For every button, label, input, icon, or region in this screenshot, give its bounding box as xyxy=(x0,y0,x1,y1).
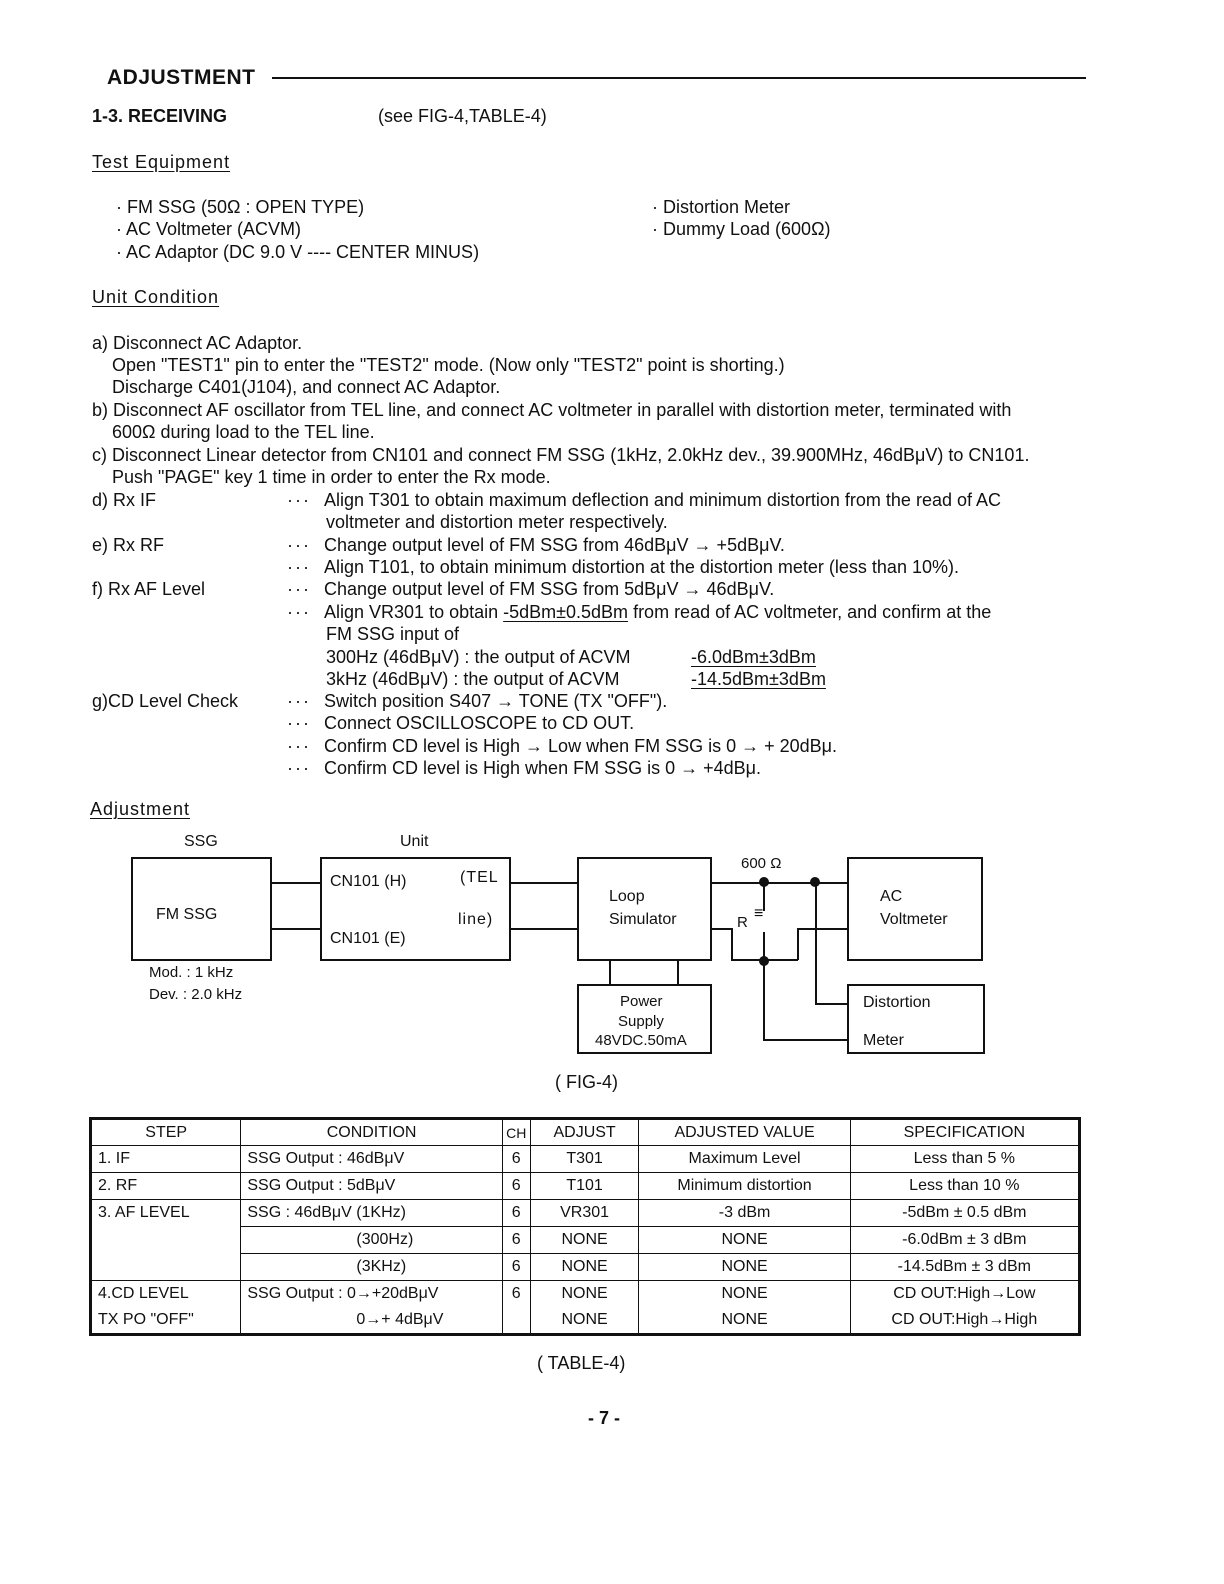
cell-adjust: T301 xyxy=(530,1146,639,1173)
leader-dots: ··· xyxy=(287,602,311,622)
step-f-300hz-label: 300Hz (46dBμV) : the output of ACVM xyxy=(326,647,631,667)
unit-label: Unit xyxy=(400,833,429,850)
distortion-label: Distortion xyxy=(863,994,931,1011)
section-title: 1-3. RECEIVING xyxy=(92,106,228,126)
table-row xyxy=(91,1281,1080,1308)
cell-specification: -5dBm ± 0.5 dBm xyxy=(850,1200,1079,1227)
page-number: - 7 - xyxy=(588,1408,621,1428)
wire xyxy=(712,928,732,930)
leader-dots: ··· xyxy=(287,713,311,733)
cell-adjust: VR301 xyxy=(530,1200,639,1227)
wire xyxy=(677,961,679,985)
step-d-label: d) Rx IF xyxy=(92,490,157,510)
equipment-item: · AC Adaptor (DC 9.0 V ---- CENTER MINUS) xyxy=(116,242,480,262)
step-f-target-value: -5dBm±0.5dBm xyxy=(503,602,629,622)
wire xyxy=(272,882,321,884)
condition-c-line: c) Disconnect Linear detector from CN101 and connect FM SSG (1kHz, 2.0kHz dev., 39.900MHz, 46dBμV) to CN101. xyxy=(92,445,1030,465)
cell-ch: 6 xyxy=(502,1200,530,1227)
table-row xyxy=(91,1254,1080,1281)
cell-adjusted-value: NONE xyxy=(639,1227,850,1254)
wire xyxy=(797,928,799,960)
step-g-text: Switch position S407 → TONE (TX "OFF"). xyxy=(324,691,668,711)
cell-adjust: NONE xyxy=(530,1308,639,1335)
wire xyxy=(511,928,578,930)
step-f-300hz-value: -6.0dBm±3dBm xyxy=(691,647,816,667)
cell-specification: CD OUT:High→High xyxy=(850,1308,1079,1335)
cell-condition: SSG : 46dBμV (1KHz) xyxy=(241,1200,502,1227)
equipment-item: · AC Voltmeter (ACVM) xyxy=(116,219,302,239)
step-e-label: e) Rx RF xyxy=(92,535,164,555)
wire xyxy=(763,883,765,911)
cell-specification: CD OUT:High→Low xyxy=(850,1281,1079,1308)
step-f-3khz-value: -14.5dBm±3dBm xyxy=(691,669,826,689)
step-f-text-post: from read of AC voltmeter, and confirm at the xyxy=(628,602,992,622)
step-d-text: Align T301 to obtain maximum deflection and minimum distortion from the read of AC xyxy=(324,490,1001,510)
ac-label: AC xyxy=(880,888,903,905)
cell-ch: 6 xyxy=(502,1173,530,1200)
cn101-h-label: CN101 (H) xyxy=(330,873,407,890)
test-equipment-heading: Test Equipment xyxy=(92,152,231,172)
cell-adjusted-value: Minimum distortion xyxy=(639,1173,850,1200)
ssg-label: SSG xyxy=(184,833,218,850)
leader-dots: ··· xyxy=(287,490,311,510)
meter-label: Meter xyxy=(863,1032,904,1049)
leader-dots: ··· xyxy=(287,535,311,555)
header-ch: CH xyxy=(502,1119,530,1146)
cell-step: 2. RF xyxy=(91,1173,241,1200)
leader-dots: ··· xyxy=(287,736,311,756)
cell-step: 1. IF xyxy=(91,1146,241,1173)
condition-a-line: Discharge C401(J104), and connect AC Adaptor. xyxy=(112,377,501,397)
cell-condition: SSG Output : 5dBμV xyxy=(241,1173,502,1200)
header-step: STEP xyxy=(91,1119,241,1146)
table-row xyxy=(91,1146,1080,1173)
wire xyxy=(815,1003,848,1005)
table-row xyxy=(91,1173,1080,1200)
line-label: line) xyxy=(458,911,494,928)
resistor-icon: ≡ xyxy=(754,905,764,922)
wire xyxy=(511,882,578,884)
step-f-label: f) Rx AF Level xyxy=(92,579,206,599)
fm-ssg-label: FM SSG xyxy=(156,906,218,923)
step-g-text: Confirm CD level is High when FM SSG is 0 → +4dBμ. xyxy=(324,758,762,778)
step-f-text xyxy=(324,602,991,623)
step-f-text: FM SSG input of xyxy=(326,624,460,644)
header-specification: SPECIFICATION xyxy=(850,1119,1079,1146)
cell-ch: 6 xyxy=(502,1227,530,1254)
step-d-text: voltmeter and distortion meter respectively. xyxy=(326,512,668,532)
leader-dots: ··· xyxy=(287,579,311,599)
step-f-text-pre: Align VR301 to obtain xyxy=(324,602,504,622)
leader-dots: ··· xyxy=(287,691,311,711)
wire xyxy=(272,928,321,930)
cell-step: 3. AF LEVEL xyxy=(91,1200,241,1227)
step-g-text: Connect OSCILLOSCOPE to CD OUT. xyxy=(324,713,635,733)
cell-adjusted-value: NONE xyxy=(639,1254,850,1281)
wire xyxy=(712,882,848,884)
dev-spec: Dev. : 2.0 kHz xyxy=(149,986,243,1003)
figure-caption: ( FIG-4) xyxy=(555,1072,618,1092)
voltmeter-label: Voltmeter xyxy=(880,911,948,928)
cell-condition: 0→+ 4dBμV xyxy=(241,1308,502,1335)
adjustment-table xyxy=(89,1117,1081,1336)
simulator-label: Simulator xyxy=(609,911,677,928)
adjustment-heading: Adjustment xyxy=(90,799,191,819)
step-e-text: Align T101, to obtain minimum distortion at the distortion meter (less than 10%). xyxy=(324,557,959,577)
equipment-item: · FM SSG (50Ω : OPEN TYPE) xyxy=(116,197,365,217)
cell-ch: 6 xyxy=(502,1281,530,1308)
cell-adjust: NONE xyxy=(530,1281,639,1308)
page-title: ADJUSTMENT xyxy=(107,66,256,89)
section-reference: (see FIG-4,TABLE-4) xyxy=(378,106,547,126)
cell-adjusted-value: NONE xyxy=(639,1281,850,1308)
step-g-text: Confirm CD level is High → Low when FM SSG is 0 → + 20dBμ. xyxy=(324,736,838,756)
leader-dots: ··· xyxy=(287,557,311,577)
loop-label: Loop xyxy=(609,888,645,905)
title-rule xyxy=(272,77,1086,79)
step-f-text: Change output level of FM SSG from 5dBμV → 46dBμV. xyxy=(324,579,775,599)
cell-adjusted-value: NONE xyxy=(639,1308,850,1335)
loop-simulator-box xyxy=(577,857,712,961)
power-rating-label: 48VDC.50mA xyxy=(595,1032,687,1049)
cell-ch: 6 xyxy=(502,1254,530,1281)
cell-specification: Less than 10 % xyxy=(850,1173,1079,1200)
wire xyxy=(609,961,611,985)
equipment-item: · Distortion Meter xyxy=(652,197,791,217)
cell-step: 4.CD LEVEL xyxy=(91,1281,241,1308)
step-g-label: g)CD Level Check xyxy=(92,691,239,711)
cell-ch xyxy=(502,1308,530,1335)
cn101-e-label: CN101 (E) xyxy=(330,930,406,947)
cell-condition: (300Hz) xyxy=(241,1227,502,1254)
cell-adjust: NONE xyxy=(530,1227,639,1254)
wire xyxy=(797,928,848,930)
cell-adjusted-value: -3 dBm xyxy=(639,1200,850,1227)
equipment-item: · Dummy Load (600Ω) xyxy=(652,219,831,239)
condition-b-line: b) Disconnect AF oscillator from TEL line, and connect AC voltmeter in parallel with distortion meter, terminated with xyxy=(92,400,1012,420)
cell-specification: -6.0dBm ± 3 dBm xyxy=(850,1227,1079,1254)
table-row xyxy=(91,1200,1080,1227)
cell-step: TX PO "OFF" xyxy=(91,1308,241,1335)
cell-condition: SSG Output : 0→+20dBμV xyxy=(241,1281,502,1308)
step-f-3khz-label: 3kHz (46dBμV) : the output of ACVM xyxy=(326,669,620,689)
condition-c-line: Push "PAGE" key 1 time in order to enter the Rx mode. xyxy=(112,467,551,487)
cell-ch: 6 xyxy=(502,1146,530,1173)
cell-step xyxy=(91,1254,241,1281)
wire xyxy=(815,883,817,1004)
table-header-row xyxy=(91,1119,1080,1146)
condition-a-line: a) Disconnect AC Adaptor. xyxy=(92,333,303,353)
step-e-text: Change output level of FM SSG from 46dBμV → +5dBμV. xyxy=(324,535,785,555)
table-row xyxy=(91,1227,1080,1254)
header-condition: CONDITION xyxy=(241,1119,502,1146)
wire xyxy=(763,960,765,1040)
cell-condition: (3KHz) xyxy=(241,1254,502,1281)
resistor-label: R xyxy=(737,914,748,931)
condition-a-line: Open "TEST1" pin to enter the "TEST2" mode. (Now only "TEST2" point is shorting.) xyxy=(112,355,785,375)
cell-specification: Less than 5 % xyxy=(850,1146,1079,1173)
table-caption: ( TABLE-4) xyxy=(537,1353,626,1373)
table-row xyxy=(91,1308,1080,1335)
ohm-label: 600 Ω xyxy=(741,855,782,872)
header-adjusted-value: ADJUSTED VALUE xyxy=(639,1119,850,1146)
supply-label: Supply xyxy=(618,1013,664,1030)
unit-condition-heading: Unit Condition xyxy=(92,287,220,307)
cell-adjust: T101 xyxy=(530,1173,639,1200)
cell-specification: -14.5dBm ± 3 dBm xyxy=(850,1254,1079,1281)
cell-adjusted-value: Maximum Level xyxy=(639,1146,850,1173)
tel-label: (TEL xyxy=(460,869,499,886)
ac-voltmeter-box xyxy=(847,857,983,961)
cell-adjust: NONE xyxy=(530,1254,639,1281)
leader-dots: ··· xyxy=(287,758,311,778)
wire xyxy=(763,1039,848,1041)
cell-condition: SSG Output : 46dBμV xyxy=(241,1146,502,1173)
header-adjust: ADJUST xyxy=(530,1119,639,1146)
mod-spec: Mod. : 1 kHz xyxy=(149,964,234,981)
power-label: Power xyxy=(620,993,663,1010)
wire xyxy=(731,928,733,960)
cell-step xyxy=(91,1227,241,1254)
condition-b-line: 600Ω during load to the TEL line. xyxy=(112,422,375,442)
